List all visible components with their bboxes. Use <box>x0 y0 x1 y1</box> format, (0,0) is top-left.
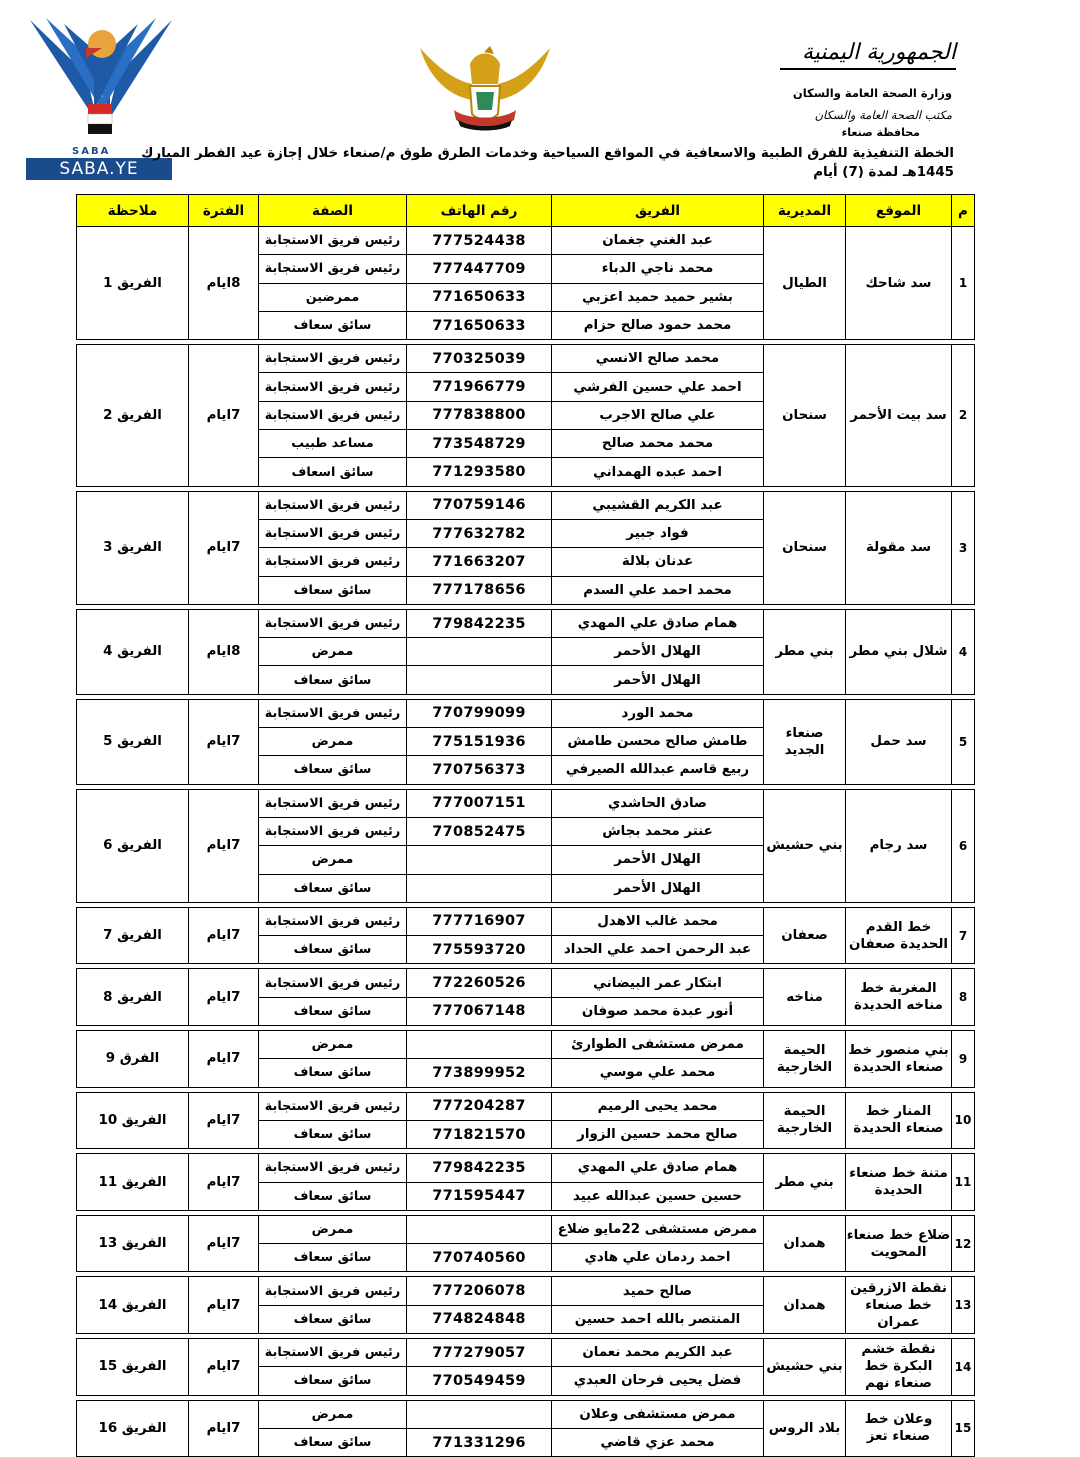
note-cell: الفريق 1 <box>77 227 189 340</box>
role-cell: رئيس فريق الاستجابة <box>259 491 407 519</box>
phone-cell <box>407 1031 552 1059</box>
district-cell: همدان <box>764 1215 846 1272</box>
table-row <box>77 699 975 727</box>
phone-cell <box>407 846 552 874</box>
phone-cell: 770325039 <box>407 345 552 373</box>
phone-cell: 777178656 <box>407 576 552 604</box>
team-member-name: صادق الحاشدي <box>552 789 764 817</box>
table-row <box>77 907 975 935</box>
table-row <box>77 789 975 817</box>
table-row <box>77 1154 975 1182</box>
team-member-name: عدنان بلالة <box>552 548 764 576</box>
group-number: 4 <box>952 609 975 694</box>
phone-cell: 777838800 <box>407 401 552 429</box>
state-emblem <box>410 40 560 140</box>
team-member-name: علي صالح الاجرب <box>552 401 764 429</box>
role-cell: ممرض <box>259 1031 407 1059</box>
phone-cell: 771663207 <box>407 548 552 576</box>
team-member-name: عبد الكريم القشيبي <box>552 491 764 519</box>
table-row <box>77 1092 975 1120</box>
phone-cell: 770549459 <box>407 1367 552 1395</box>
note-cell: الفريق 6 <box>77 789 189 902</box>
phone-cell: 770852475 <box>407 817 552 845</box>
period-cell: 8ايام <box>189 227 259 340</box>
ministry-name: وزارة الصحة العامة والسكان <box>792 86 952 100</box>
team-member-name: الهلال الأحمر <box>552 666 764 694</box>
site-cell: بني منصور خط صنعاء الحديدة <box>846 1031 952 1088</box>
team-member-name: محمد صالح الانسي <box>552 345 764 373</box>
table-row <box>77 491 975 519</box>
period-cell: 7ايام <box>189 1092 259 1149</box>
header-period: الفترة <box>189 195 259 227</box>
phone-cell: 772260526 <box>407 969 552 997</box>
team-member-name: الهلال الأحمر <box>552 874 764 902</box>
site-cell: المغربة خط مناخه الحديدة <box>846 969 952 1026</box>
phone-cell: 774824848 <box>407 1305 552 1333</box>
header-district: المديرية <box>764 195 846 227</box>
team-member-name: محمد حمود صالح حزام <box>552 311 764 339</box>
phone-cell: 777716907 <box>407 907 552 935</box>
phone-cell: 770756373 <box>407 756 552 784</box>
role-cell: رئيس فريق الاستجابة <box>259 401 407 429</box>
header-team: الفريق <box>552 195 764 227</box>
role-cell: سائق سعاف <box>259 1305 407 1333</box>
phone-cell: 775151936 <box>407 728 552 756</box>
period-cell: 7ايام <box>189 1215 259 1272</box>
district-cell: صنعاء الجديد <box>764 699 846 784</box>
group-number: 15 <box>952 1400 975 1457</box>
phone-cell: 777524438 <box>407 227 552 255</box>
district-cell: بني حشيش <box>764 1338 846 1395</box>
role-cell: سائق سعاف <box>259 1120 407 1148</box>
group-number: 11 <box>952 1154 975 1211</box>
note-cell: الفريق 4 <box>77 609 189 694</box>
site-cell: سد حمل <box>846 699 952 784</box>
district-cell: مناخه <box>764 969 846 1026</box>
note-cell: الفريق 8 <box>77 969 189 1026</box>
team-member-name: حسين حسين عبدالله عبيد <box>552 1182 764 1210</box>
team-member-name: ممرض مستشفى وعلان <box>552 1400 764 1428</box>
role-cell: رئيس فريق الاستجابة <box>259 519 407 547</box>
note-cell: الفريق 5 <box>77 699 189 784</box>
team-member-name: عبد الكريم محمد نعمان <box>552 1338 764 1366</box>
role-cell: رئيس فريق الاستجابة <box>259 817 407 845</box>
group-number: 12 <box>952 1215 975 1272</box>
district-cell: الحيمة الخارجية <box>764 1031 846 1088</box>
role-cell: رئيس فريق الاستجابة <box>259 1338 407 1366</box>
phone-cell: 770740560 <box>407 1244 552 1272</box>
team-member-name: محمد ناجي الدباء <box>552 255 764 283</box>
period-cell: 7ايام <box>189 789 259 902</box>
republic-underline <box>780 68 956 70</box>
team-member-name: عبد الرحمن احمد علي الحداد <box>552 936 764 964</box>
team-member-name: طامش صالح محسن طامش <box>552 728 764 756</box>
site-cell: ضلاع خط صنعاء المحويت <box>846 1215 952 1272</box>
table-row <box>77 227 975 255</box>
role-cell: سائق سعاف <box>259 576 407 604</box>
phone-cell: 779842235 <box>407 609 552 637</box>
table-row <box>77 969 975 997</box>
note-cell: الفرق 9 <box>77 1031 189 1088</box>
team-member-name: فضل يحيى فرحان العبدي <box>552 1367 764 1395</box>
governorate-name: محافظة صنعاء <box>841 126 920 139</box>
note-cell: الفريق 3 <box>77 491 189 604</box>
site-cell: نقطة الازرقين خط صنعاء عمران <box>846 1277 952 1334</box>
site-cell: سد رجام <box>846 789 952 902</box>
note-cell: الفريق 11 <box>77 1154 189 1211</box>
team-member-name: محمد محمد صالح <box>552 430 764 458</box>
group-number: 13 <box>952 1277 975 1334</box>
phone-cell: 771595447 <box>407 1182 552 1210</box>
role-cell: سائق سعاف <box>259 1428 407 1456</box>
district-cell: بني مطر <box>764 609 846 694</box>
logo-small-text: SABA <box>72 146 111 157</box>
role-cell: ممرض <box>259 846 407 874</box>
team-member-name: محمد عزي قاضي <box>552 1428 764 1456</box>
note-cell: الفريق 7 <box>77 907 189 964</box>
phone-cell: 777007151 <box>407 789 552 817</box>
phone-cell: 777279057 <box>407 1338 552 1366</box>
group-number: 5 <box>952 699 975 784</box>
role-cell: سائق سعاف <box>259 997 407 1025</box>
site-cell: نقطة خشم البكرة خط صنعاء نهم <box>846 1338 952 1395</box>
group-number: 10 <box>952 1092 975 1149</box>
role-cell: رئيس فريق الاستجابة <box>259 907 407 935</box>
phone-cell <box>407 666 552 694</box>
team-member-name: احمد ردمان علي هادي <box>552 1244 764 1272</box>
team-member-name: محمد احمد علي السدم <box>552 576 764 604</box>
phone-cell: 771821570 <box>407 1120 552 1148</box>
republic-title: الجمهورية اليمنية <box>801 40 956 65</box>
table-row <box>77 1277 975 1305</box>
district-cell: بني مطر <box>764 1154 846 1211</box>
site-cell: سد بيت الأحمر <box>846 345 952 486</box>
period-cell: 7ايام <box>189 1031 259 1088</box>
group-number: 3 <box>952 491 975 604</box>
phone-cell: 777067148 <box>407 997 552 1025</box>
header-phone: رقم الهاتف <box>407 195 552 227</box>
phone-cell: 771293580 <box>407 458 552 486</box>
role-cell: مساعد طبيب <box>259 430 407 458</box>
role-cell: سائق سعاف <box>259 874 407 902</box>
role-cell: سائق سعاف <box>259 1182 407 1210</box>
team-member-name: احمد علي حسين الفرشي <box>552 373 764 401</box>
team-member-name: همام صادق علي المهدي <box>552 1154 764 1182</box>
plan-title: الخطة التنفيذية للفرق الطبية والاسعافية في المواقع السياحية وخدمات الطرق طوق م/صنعاء خلال إجازة عيد الفطر المبارك 1445هـ لمدة (7) أيام <box>141 146 954 180</box>
site-cell: وعلان خط صنعاء تعز <box>846 1400 952 1457</box>
phone-cell: 775593720 <box>407 936 552 964</box>
phone-cell <box>407 1215 552 1243</box>
period-cell: 7ايام <box>189 1400 259 1457</box>
role-cell: رئيس فريق الاستجابة <box>259 609 407 637</box>
note-cell: الفريق 2 <box>77 345 189 486</box>
phone-cell: 771331296 <box>407 1428 552 1456</box>
team-member-name: ابتكار عمر البيضاني <box>552 969 764 997</box>
role-cell: ممرض <box>259 1400 407 1428</box>
role-cell: رئيس فريق الاستجابة <box>259 548 407 576</box>
phone-cell <box>407 638 552 666</box>
table-row <box>77 609 975 637</box>
district-cell: بني حشيش <box>764 789 846 902</box>
role-cell: رئيس فريق الاستجابة <box>259 969 407 997</box>
team-member-name: صالح محمد حسين الزوار <box>552 1120 764 1148</box>
team-member-name: عبد الغني جغمان <box>552 227 764 255</box>
header-num: م <box>952 195 975 227</box>
phone-cell: 777447709 <box>407 255 552 283</box>
district-cell: سنحان <box>764 491 846 604</box>
team-member-name: ممرض مستشفى الطوارئ <box>552 1031 764 1059</box>
team-member-name: محمد الورد <box>552 699 764 727</box>
role-cell: رئيس فريق الاستجابة <box>259 789 407 817</box>
phone-cell: 770759146 <box>407 491 552 519</box>
period-cell: 7ايام <box>189 1154 259 1211</box>
role-cell: رئيس فريق الاستجابة <box>259 699 407 727</box>
table-row <box>77 1400 975 1428</box>
group-number: 8 <box>952 969 975 1026</box>
site-cell: شلال بني مطر <box>846 609 952 694</box>
period-cell: 7ايام <box>189 699 259 784</box>
role-cell: سائق سعاف <box>259 936 407 964</box>
team-member-name: ربيع قاسم عبدالله الصيرفي <box>552 756 764 784</box>
period-cell: 8ايام <box>189 609 259 694</box>
team-member-name: ممرض مستشفى 22مايو ضلاع <box>552 1215 764 1243</box>
period-cell: 7ايام <box>189 1277 259 1334</box>
bird-icon <box>26 14 176 158</box>
phone-cell <box>407 1400 552 1428</box>
role-cell: رئيس فريق الاستجابة <box>259 227 407 255</box>
role-cell: رئيس فريق الاستجابة <box>259 373 407 401</box>
table-row <box>77 1338 975 1366</box>
note-cell: الفريق 14 <box>77 1277 189 1334</box>
group-number: 9 <box>952 1031 975 1088</box>
note-cell: الفريق 15 <box>77 1338 189 1395</box>
team-member-name: احمد عبده الهمداني <box>552 458 764 486</box>
period-cell: 7ايام <box>189 907 259 964</box>
team-member-name: فواد جبير <box>552 519 764 547</box>
table-row <box>77 1031 975 1059</box>
team-member-name: عنتر محمد بجاش <box>552 817 764 845</box>
phone-cell: 773899952 <box>407 1059 552 1087</box>
group-number: 1 <box>952 227 975 340</box>
table-header-row <box>77 195 975 227</box>
group-number: 7 <box>952 907 975 964</box>
role-cell: سائق سعاف <box>259 1367 407 1395</box>
group-number: 2 <box>952 345 975 486</box>
site-cell: المنار خط صنعاء الحديدة <box>846 1092 952 1149</box>
district-cell: صعفان <box>764 907 846 964</box>
phone-cell: 777206078 <box>407 1277 552 1305</box>
team-member-name: الهلال الأحمر <box>552 638 764 666</box>
role-cell: سائق اسعاف <box>259 458 407 486</box>
district-cell: همدان <box>764 1277 846 1334</box>
district-cell: بلاد الروس <box>764 1400 846 1457</box>
teams-table <box>76 194 975 1457</box>
role-cell: ممرضين <box>259 283 407 311</box>
team-member-name: الهلال الأحمر <box>552 846 764 874</box>
role-cell: رئيس فريق الاستجابة <box>259 1154 407 1182</box>
role-cell: رئيس فريق الاستجابة <box>259 345 407 373</box>
district-cell: الحيمة الخارجية <box>764 1092 846 1149</box>
office-name: مكتب الصحة العامة والسكان <box>814 108 952 122</box>
role-cell: سائق سعاف <box>259 756 407 784</box>
phone-cell: 771650633 <box>407 311 552 339</box>
role-cell: سائق سعاف <box>259 666 407 694</box>
team-member-name: محمد غالب الاهدل <box>552 907 764 935</box>
team-member-name: همام صادق علي المهدي <box>552 609 764 637</box>
role-cell: سائق سعاف <box>259 1244 407 1272</box>
table-row <box>77 345 975 373</box>
role-cell: رئيس فريق الاستجابة <box>259 1092 407 1120</box>
role-cell: رئيس فريق الاستجابة <box>259 1277 407 1305</box>
role-cell: سائق سعاف <box>259 1059 407 1087</box>
phone-cell: 777204287 <box>407 1092 552 1120</box>
phone-cell: 770799099 <box>407 699 552 727</box>
table-body <box>77 227 975 1457</box>
team-member-name: صالح حميد <box>552 1277 764 1305</box>
site-cell: خط القدم الحديدة صعفان <box>846 907 952 964</box>
header-site: الموقع <box>846 195 952 227</box>
phone-cell: 779842235 <box>407 1154 552 1182</box>
period-cell: 7ايام <box>189 1338 259 1395</box>
phone-cell <box>407 874 552 902</box>
period-cell: 7ايام <box>189 345 259 486</box>
team-member-name: محمد علي موسي <box>552 1059 764 1087</box>
group-number: 14 <box>952 1338 975 1395</box>
district-cell: الطيال <box>764 227 846 340</box>
phone-cell: 777632782 <box>407 519 552 547</box>
header-note: ملاحظة <box>77 195 189 227</box>
site-cell: سد مقولة <box>846 491 952 604</box>
role-cell: سائق سعاف <box>259 311 407 339</box>
phone-cell: 771650633 <box>407 283 552 311</box>
header-role: الصفة <box>259 195 407 227</box>
role-cell: ممرض <box>259 638 407 666</box>
table-row <box>77 1215 975 1243</box>
period-cell: 7ايام <box>189 969 259 1026</box>
role-cell: ممرض <box>259 728 407 756</box>
role-cell: رئيس فريق الاستجابة <box>259 255 407 283</box>
team-member-name: المنتصر بالله احمد حسين <box>552 1305 764 1333</box>
group-number: 6 <box>952 789 975 902</box>
site-cell: متنة خط صنعاء الحديدة <box>846 1154 952 1211</box>
site-cell: سد شاحك <box>846 227 952 340</box>
phone-cell: 773548729 <box>407 430 552 458</box>
logo-text: SABA.YE <box>26 158 172 180</box>
team-member-name: أنور عبدة محمد صوفان <box>552 997 764 1025</box>
eagle-emblem-icon <box>410 40 560 140</box>
note-cell: الفريق 13 <box>77 1215 189 1272</box>
phone-cell: 771966779 <box>407 373 552 401</box>
district-cell: سنحان <box>764 345 846 486</box>
note-cell: الفريق 16 <box>77 1400 189 1457</box>
period-cell: 7ايام <box>189 491 259 604</box>
note-cell: الفريق 10 <box>77 1092 189 1149</box>
team-member-name: بشير حميد حميد اعزبي <box>552 283 764 311</box>
team-member-name: محمد يحيى الرميم <box>552 1092 764 1120</box>
role-cell: ممرض <box>259 1215 407 1243</box>
